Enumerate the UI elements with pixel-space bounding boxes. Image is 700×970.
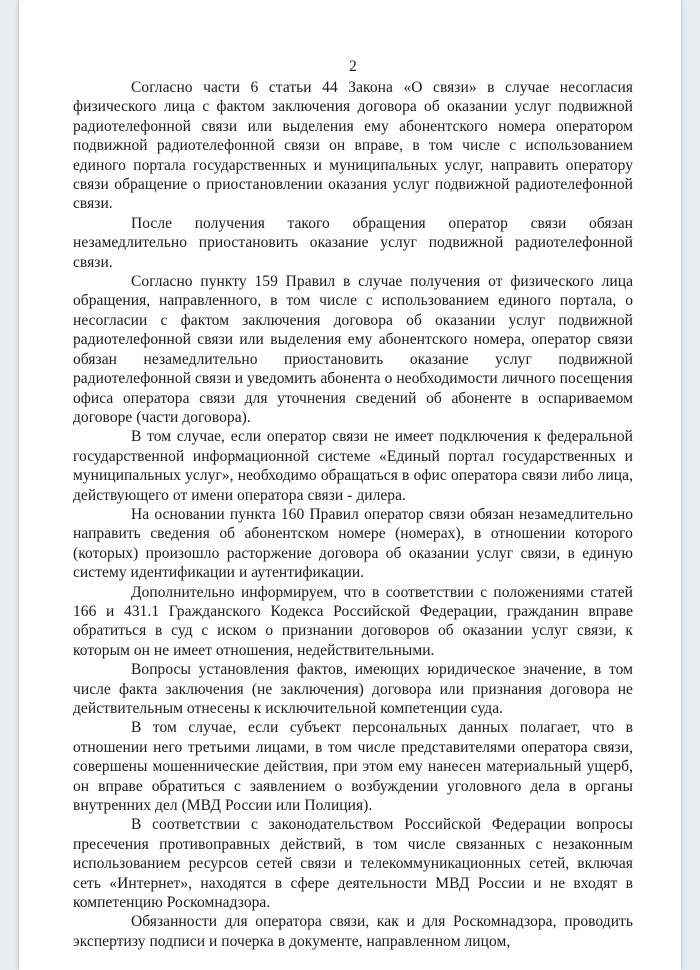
paragraph-9: В соответствии с законодательством Российской Федерации вопросы пресечения противоправных действий, в том числе связанных с незаконным использованием ресурсов сетей связи и телекоммуникационных сетей, включая сеть «Интернет», находятся в сфере деятельности МВД России и не входят в компетенцию Роскомнадзора. [73,816,633,912]
paragraph-6: Дополнительно информируем, что в соответствии с положениями статей 166 и 431.1 Гражданского Кодекса Российской Федерации, гражданин вправе обратиться в суд с иском о признании договоров об оказании услуг связи, к которым он не имеет отношения, недействительными. [73,583,633,659]
paragraph-5: На основании пункта 160 Правил оператор связи обязан незамедлительно направить сведения об абонентском номере (номерах), в отношении которого (которых) произошло расторжение договора об оказании услуг связи, в единую систему идентификации и аутентификации. [73,505,633,582]
paragraph-8: В том случае, если субъект персональных данных полагает, что в отношении него третьими лицами, в том числе представителями оператора связи, совершены мошеннические действия, при этом ему нанесен материальный ущерб, он вправе обратиться с заявлением о возбуждении уголовного дела в органы внутренних дел (МВД России или Полиция). [73,719,633,815]
paragraph-4: В том случае, если оператор связи не имеет подключения к федеральной государственной информационной системе «Единый портал государственных и муниципальных услуг», необходимо обращаться в офис оператора связи либо лица, действующего от имени оператора связи - дилера. [73,428,633,504]
paragraph-1: Согласно части 6 статьи 44 Закона «О связи» в случае несогласия физического лица с фактом заключения договора об оказании услуг подвижной радиотелефонной связи или выделения ему абонентского номера оператором подвижной радиотелефонной связи он вправе, в том числе с использованием единого портала государственных и муниципальных услуг, направить оператору связи обращение о приостановлении оказания услуг подвижной радиотелефонной связи. [73,79,633,213]
page-number: 2 [349,58,357,75]
paragraph-3: Согласно пункту 159 Правил в случае получения от физического лица обращения, направленного, в том числе с использованием единого портала, о несогласии с фактом заключения договора об оказании услуг подвижной радиотелефонной связи или выделения ему абонентского номера, оператор связи обязан незамедлительно приостановить оказание услуг подвижной радиотелефонной связи и уведомить абонента о необходимости личного посещения офиса оператора связи для уточнения сведений об абоненте в оспариваемом договоре (части договора). [73,273,633,426]
document-page [19,0,681,970]
paragraph-10: Обязанности для оператора связи, как и для Роскомнадзора, проводить экспертизу подписи и почерка в документе, направленном лицом, [73,913,633,950]
paragraph-7: Вопросы установления фактов, имеющих юридическое значение, в том числе факта заключения (не заключения) договора или признания договора не действительным отнесены к исключительной компетенции суда. [73,661,633,717]
paragraph-2: После получения такого обращения оператор связи обязан незамедлительно приостановить оказание услуг подвижной радиотелефонной связи. [73,214,633,271]
